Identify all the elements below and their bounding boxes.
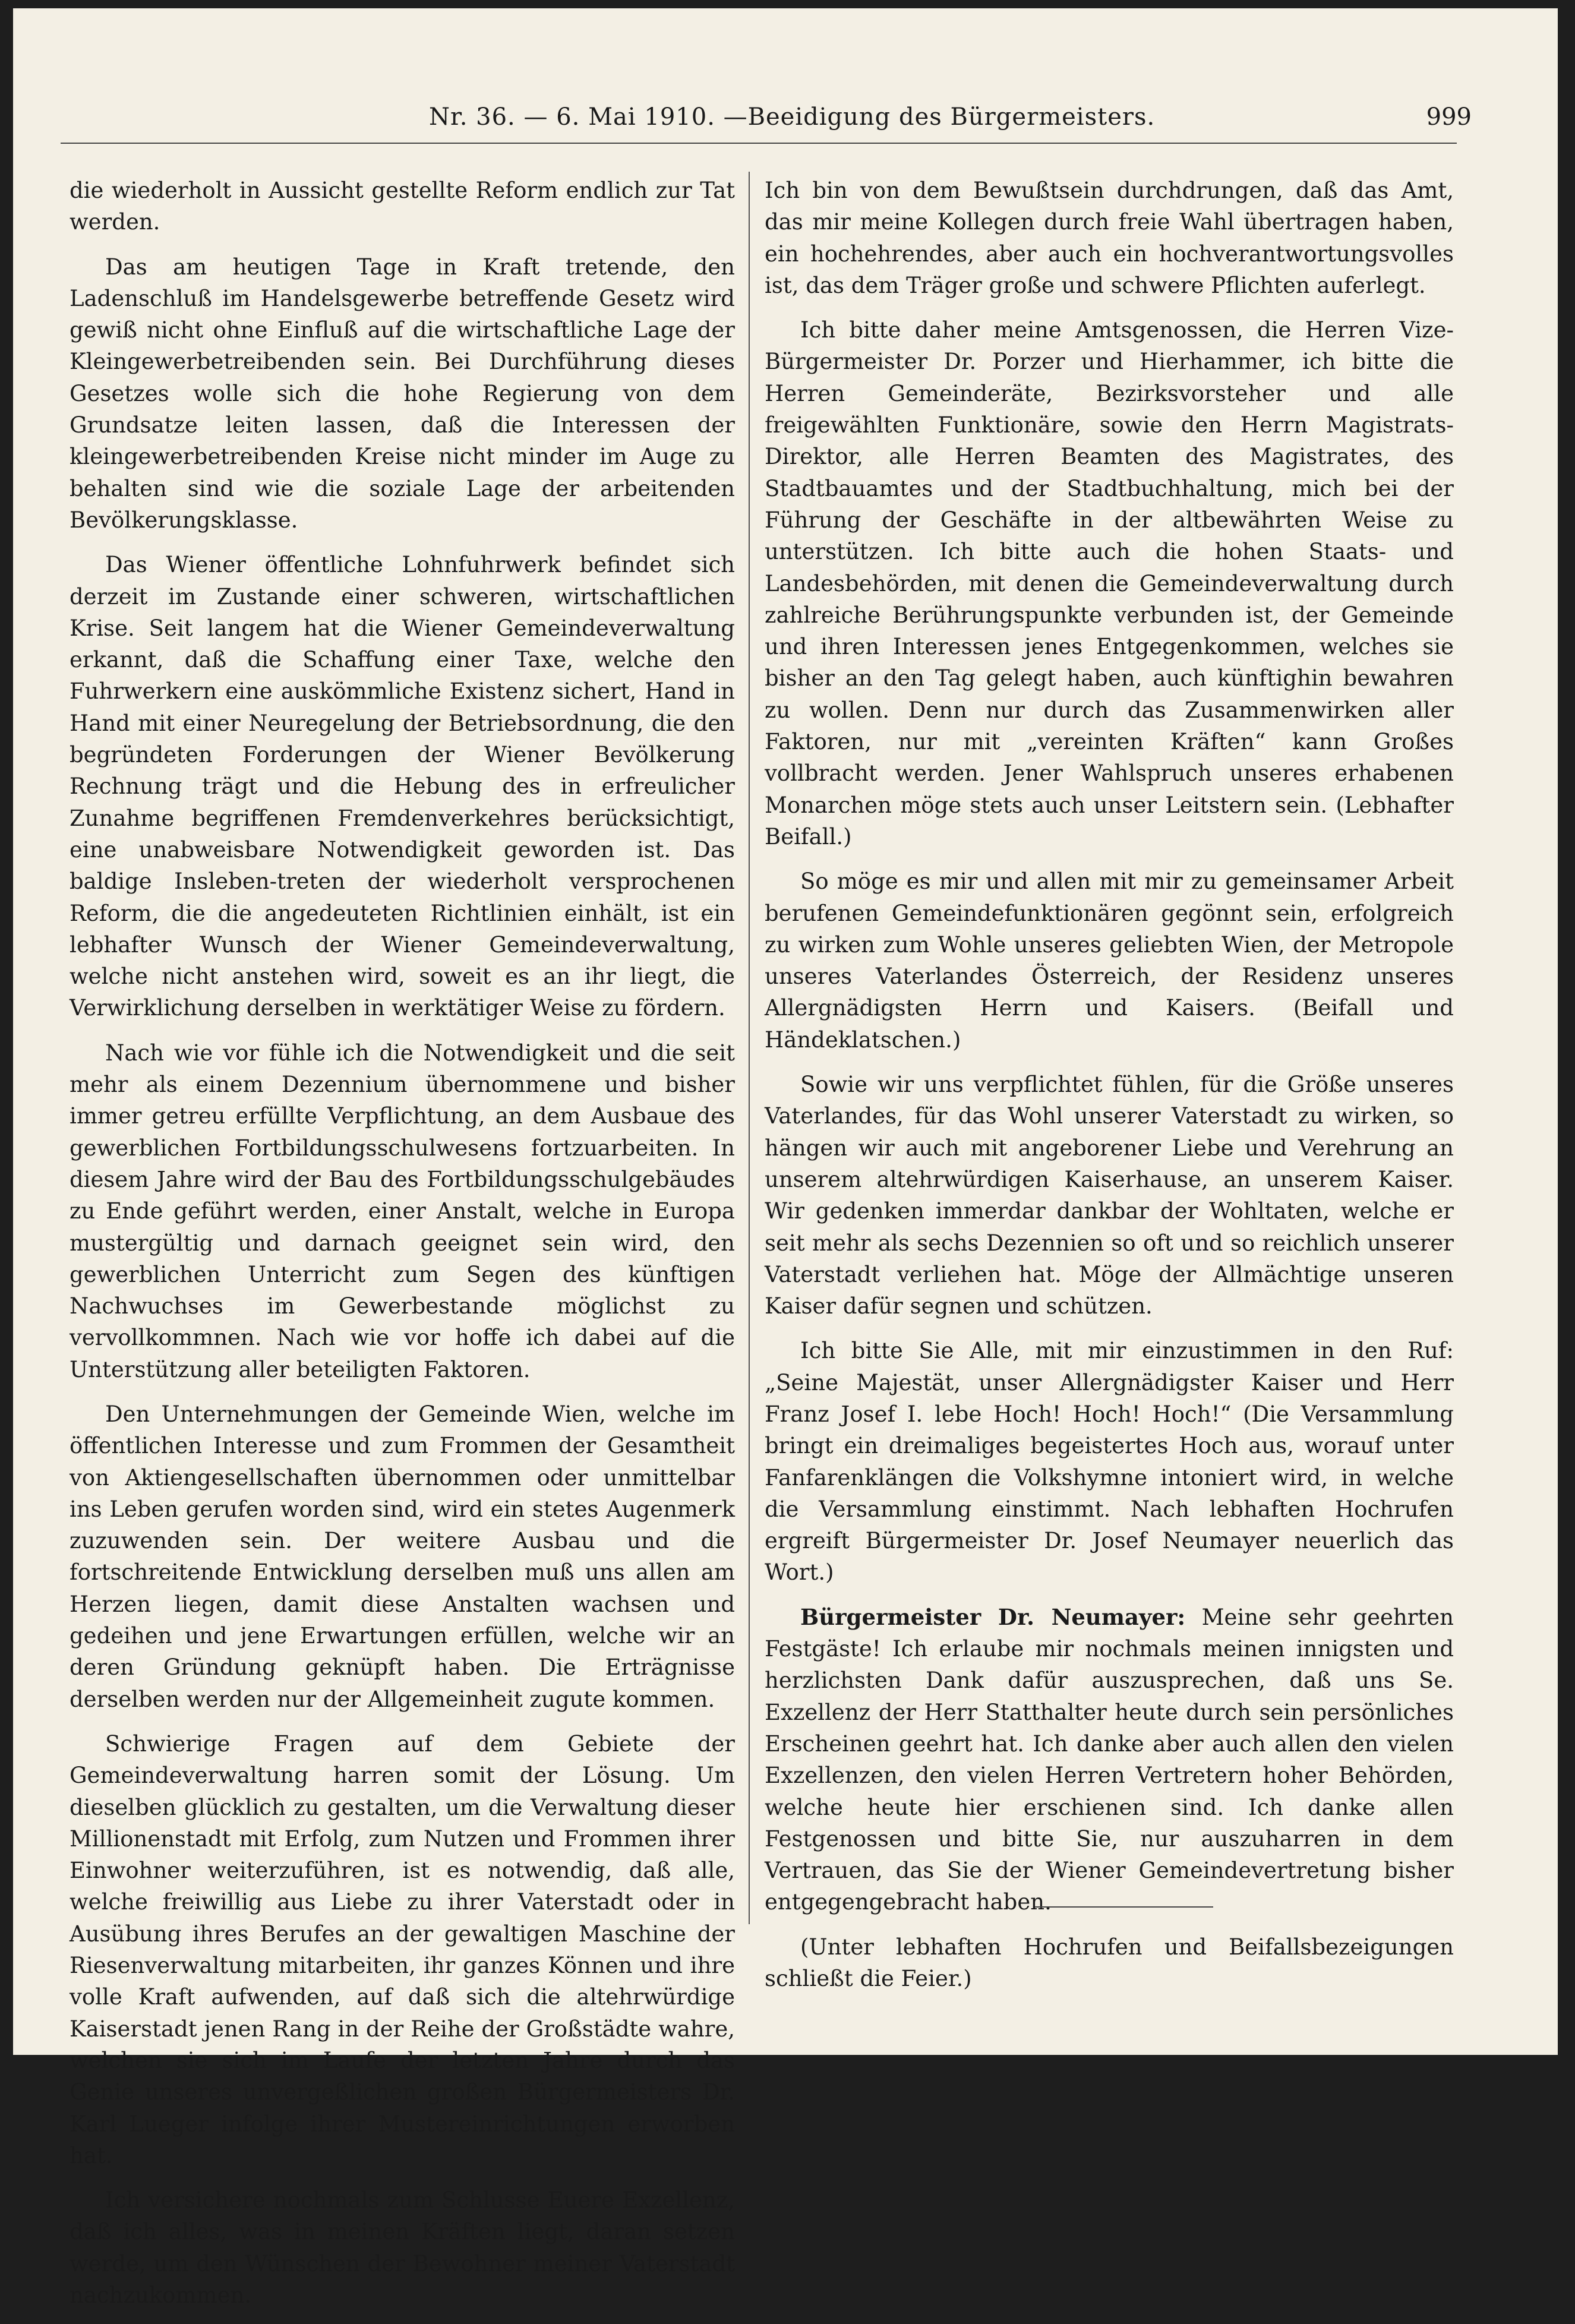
page-header bbox=[13, 103, 1558, 145]
paragraph: Das Wiener öffentliche Lohnfuhrwerk befindet sich derzeit im Zustande einer schweren, wirtschaftlichen Krise. Seit langem hat die Wiener Gemeindeverwaltung erkannt, daß die Schaffung einer Taxe, welche den Fuhrwerkern eine auskömmliche Existenz sichert, Hand in Hand mit einer Neuregelung der Betriebsordnung, die den begründeten Forderungen der Wiener Bevölkerung Rechnung trägt und die Hebung des in erfreulicher Zunahme begriffenen Fremdenverkehres berücksichtigt, eine unabweisbare Notwendigkeit geworden ist. Das baldige Insleben-treten der wiederholt versprochenen Reform, die die angedeuteten Richtlinien einhält, ist ein lebhafter Wunsch der Wiener Gemeindeverwaltung, welche nicht anstehen wird, soweit es an ihr liegt, die Verwirklichung derselben in werktätiger Weise zu fördern. bbox=[70, 552, 735, 1021]
paragraph: Ich bitte daher meine Amtsgenossen, die Herren Vize-Bürgermeister Dr. Porzer und Hierhammer, ich bitte die Herren Gemeinderäte, Bezirksvorsteher und alle freigewählten Funktionäre, sowie den Herrn Magistrats-Direktor, alle Herren Beamten des Magistrates, des Stadtbauamtes und der Stadtbuchhaltung, mich bei der Führung der Geschäfte in der altbewährten Weise zu unterstützen. Ich bitte auch die hohen Staats- und Landesbehörden, mit denen die Gemeindeverwaltung durch zahlreiche Berührungspunkte verbunden ist, der Gemeinde und ihren Interessen jenes Entgegenkommen, welches sie bisher an den Tag gelegt haben, auch künftighin bewahren zu wollen. Denn nur durch das Zusammenwirken aller Faktoren, nur mit „vereinten Kräften“ kann Großes vollbracht werden. Jener Wahlspruch unseres erhabenen Monarchen möge stets auch unser Leitstern sein. (Lebhafter Beifall.) bbox=[765, 317, 1454, 850]
paragraph: Schwierige Fragen auf dem Gebiete der Gemeindeverwaltung harren somit der Lösung. Um dieselben glücklich zu gestalten, um die Verwaltung dieser Millionenstadt mit Erfolg, zum Nutzen und Frommen ihrer Einwohner weiterzuführen, ist es notwendig, daß alle, welche freiwillig aus Liebe zu ihrer Vaterstadt oder in Ausübung ihres Berufes an der gewaltigen Maschine der Riesenverwaltung mitarbeiten, ihr ganzes Können und ihre volle Kraft aufwenden, auf daß sich die altehrwürdige Kaiserstadt jenen Rang in der Reihe der Großstädte wahre, welchen sie sich im Laufe der letzten Jahre durch das Genie unseres unvergeßlichen großen Bürgermeisters Dr. Karl Lueger infolge ihrer Mustereinrichtungen erworben hat. bbox=[70, 1731, 735, 2168]
paragraph: So möge es mir und allen mit mir zu gemeinsamer Arbeit berufenen Gemeindefunktionären gegönnt sein, erfolgreich zu wirken zum Wohle unseres geliebten Wien, der Metropole unseres Vaterlandes Österreich, der Residenz unseres Allergnädigsten Herrn und Kaisers. (Beifall und Händeklatschen.) bbox=[765, 869, 1454, 1053]
document-page bbox=[13, 8, 1558, 2308]
paragraph: Nach wie vor fühle ich die Notwendigkeit und die seit mehr als einem Dezennium übernommene und bisher immer getreu erfüllte Verpflichtung, an dem Ausbaue des gewerblichen Fortbildungsschulwesens fortzuarbeiten. In diesem Jahre wird der Bau des Fortbildungsschulgebäudes zu Ende geführt werden, einer Anstalt, welche in Europa mustergültig und darnach geeignet sein wird, den gewerblichen Unterricht zum Segen des künftigen Nachwuchses im Gewerbestande möglichst zu vervollkommnen. Nach wie vor hoffe ich dabei auf die Unterstützung aller beteiligten Faktoren. bbox=[70, 1040, 735, 1382]
left-column bbox=[70, 175, 735, 2324]
paragraph: Ich bin von dem Bewußtsein durchdrungen, daß das Amt, das mir meine Kollegen durch freie Wahl übertragen haben, ein hochehrendes, aber auch ein hochverantwortungsvolles ist, das dem Träger große und schwere Pflichten auferlegt. bbox=[765, 178, 1454, 298]
paragraph: (Unter lebhaften Hochrufen und Beifallsbezeigungen schließt die Feier.) bbox=[765, 1934, 1454, 1992]
running-title: Nr. 36. — 6. Mai 1910. —Beeidigung des Bürgermeisters. bbox=[429, 103, 1156, 131]
paragraph: Sowie wir uns verpflichtet fühlen, für die Größe unseres Vaterlandes, für das Wohl unserer Vaterstadt zu wirken, so hängen wir auch mit angeborener Liebe und Verehrung an unserem altehrwürdigen Kaiserhause, an unserem Kaiser. Wir gedenken immerdar dankbar der Wohltaten, welche er seit mehr als sechs Dezennien so oft und so reichlich unserer Vaterstadt verliehen hat. Möge der Allmächtige unseren Kaiser dafür segnen und schützen. bbox=[765, 1072, 1454, 1319]
speech-paragraph bbox=[765, 1602, 1454, 1918]
paragraph: Ich bitte Sie Alle, mit mir einzustimmen in den Ruf: „Seine Majestät, unser Allergnädigster Kaiser und Herr Franz Josef I. lebe Hoch! Hoch! Hoch!“ (Die Versammlung bringt ein dreimaliges begeistertes Hoch aus, worauf unter Fanfarenklängen die Volkshymne intoniert wird, in welche die Versammlung einstimmt. Nach lebhaften Hochrufen ergreift Bürgermeister Dr. Josef Neumayer neuerlich das Wort.) bbox=[765, 1338, 1454, 1586]
end-rule bbox=[1035, 1906, 1213, 1908]
paragraph: Den Unternehmungen der Gemeinde Wien, welche im öffentlichen Interesse und zum Frommen der Gesamtheit von Aktiengesellschaften übernommen oder unmittelbar ins Leben gerufen worden sind, wird ein stetes Augenmerk zuzuwenden sein. Der weitere Ausbau und die fortschreitende Entwicklung derselben muß uns allen am Herzen liegen, damit diese Anstalten wachsen und gedeihen und jene Erwartungen erfüllen, welche wir an deren Gründung geknüpft haben. Die Erträgnisse derselben werden nur der Allgemeinheit zugute kommen. bbox=[70, 1401, 735, 1712]
page-number: 999 bbox=[1426, 103, 1472, 131]
paragraph: Das am heutigen Tage in Kraft tretende, den Ladenschluß im Handelsgewerbe betreffende Gesetz wird gewiß nicht ohne Einfluß auf die wirtschaftliche Lage der Kleingewerbetreibenden sein. Bei Durchführung dieses Gesetzes wolle sich die hohe Regierung von dem Grundsatze leiten lassen, daß die Interessen der kleingewerbetreibenden Kreise nicht minder im Auge zu behalten sind wie die soziale Lage der arbeitenden Bevölkerungsklasse. bbox=[70, 254, 735, 533]
header-rule bbox=[61, 143, 1457, 144]
paragraph: Ich versichere nochmals zum Schlusse Euere Exzellenz, daß ich alles, was in meinen Kräften liegt, daran setzen werde, um den Wünschen der Bewohner meiner Vaterstadt nachzukommen. bbox=[70, 2187, 735, 2308]
speech-text: Meine sehr geehrten Festgäste! Ich erlaube mir nochmals meinen innigsten und herzlichsten Dank dafür auszusprechen, daß uns Se. Exzellenz der Herr Statthalter heute durch sein persönliches Erscheinen geehrt hat. Ich danke aber auch allen den vielen Exzellenzen, den vielen Herren Vertretern hoher Behörden, welche heute hier erschienen sind. Ich danke allen Festgenossen und bitte Sie, nur auszuharren in dem Vertrauen, das Sie der Wiener Gemeindevertretung bisher entgegengebracht haben. bbox=[765, 1604, 1454, 1915]
paragraph: die wiederholt in Aussicht gestellte Reform endlich zur Tat werden. bbox=[70, 178, 735, 235]
speaker-label: Bürgermeister Dr. Neumayer: bbox=[800, 1603, 1186, 1630]
column-divider bbox=[749, 172, 750, 1924]
right-column bbox=[765, 175, 1454, 2007]
